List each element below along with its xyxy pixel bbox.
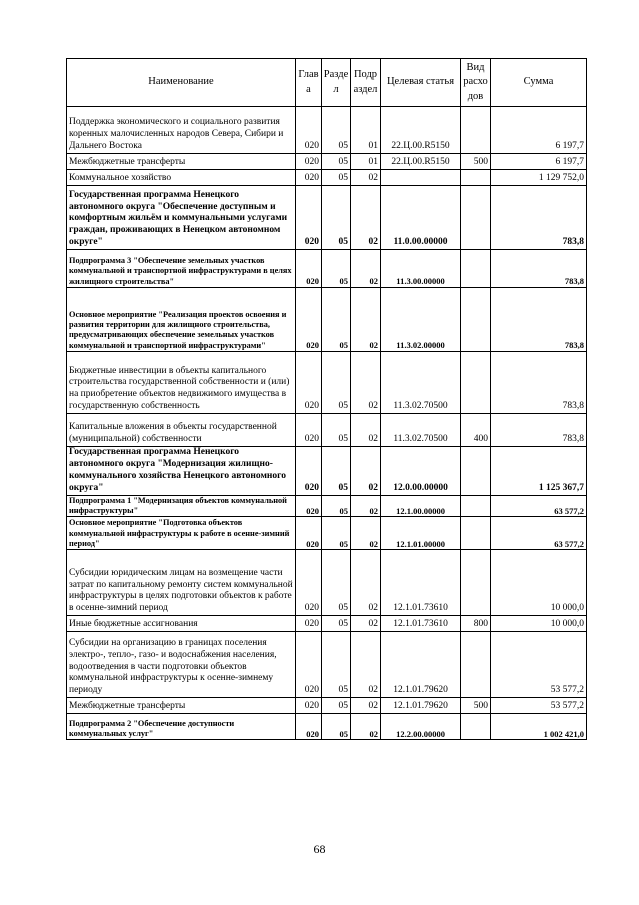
cell-name: Бюджетные инвестиции в объекты капитального строительства государственной собственности и (или) на приобретение объектов недвижимого имущества в государственную собственность <box>67 352 296 414</box>
header-name: Наименование <box>67 59 296 107</box>
cell-sum: 1 129 752,0 <box>491 170 587 186</box>
cell-section: 05 <box>322 186 351 250</box>
cell-expense-type: 500 <box>461 154 491 170</box>
cell-target: 12.1.01.79620 <box>381 632 461 698</box>
cell-target: 12.0.00.00000 <box>381 447 461 496</box>
cell-target: 11.3.02.00000 <box>381 288 461 352</box>
table-row <box>67 414 587 447</box>
cell-section: 05 <box>322 714 351 740</box>
cell-name: Поддержка экономического и социального развития коренных малочисленных народов Севера, Сибири и Дальнего Востока <box>67 107 296 154</box>
cell-expense-type <box>461 186 491 250</box>
cell-section: 05 <box>322 698 351 714</box>
cell-sum: 1 125 367,7 <box>491 447 587 496</box>
page-number: 68 <box>313 842 326 856</box>
cell-target: 22.Ц.00.R5150 <box>381 154 461 170</box>
cell-section: 05 <box>322 632 351 698</box>
cell-expense-type <box>461 550 491 616</box>
cell-sum: 783,8 <box>491 288 587 352</box>
cell-name: Субсидии на организацию в границах поселения электро-, тепло-, газо- и водоснабжения населения, водоотведения в части подготовки объектов коммунальной инфраструктуры к осенне-зимнему периоду <box>67 632 296 698</box>
cell-section: 05 <box>322 495 351 517</box>
table-row <box>67 107 587 154</box>
cell-chapter: 020 <box>296 107 322 154</box>
cell-target: 11.3.02.70500 <box>381 414 461 447</box>
cell-name: Межбюджетные трансферты <box>67 698 296 714</box>
cell-chapter: 020 <box>296 170 322 186</box>
cell-subsection: 02 <box>351 616 381 632</box>
cell-name: Государственная программа Ненецкого автономного округа "Модернизация жилищно-коммунального хозяйства Ненецкого автономного округа" <box>67 447 296 496</box>
cell-subsection: 02 <box>351 170 381 186</box>
cell-name: Субсидии юридическим лицам на возмещение части затрат по капитальному ремонту систем коммунальной инфраструктуры в целях подготовки объектов к работе в осенне-зимний период <box>67 550 296 616</box>
header-subsection: Подр аздел <box>351 59 381 107</box>
table-row <box>67 447 587 496</box>
cell-target: 12.1.01.00000 <box>381 517 461 550</box>
cell-expense-type <box>461 517 491 550</box>
cell-target: 12.2.00.00000 <box>381 714 461 740</box>
cell-subsection: 02 <box>351 352 381 414</box>
cell-chapter: 020 <box>296 447 322 496</box>
cell-subsection: 02 <box>351 186 381 250</box>
cell-subsection: 01 <box>351 154 381 170</box>
cell-name: Капитальные вложения в объекты государственной (муниципальной) собственности <box>67 414 296 447</box>
cell-expense-type <box>461 632 491 698</box>
cell-name: Подпрограмма 1 "Модернизация объектов коммунальной инфраструктуры" <box>67 495 296 517</box>
cell-chapter: 020 <box>296 616 322 632</box>
cell-chapter: 020 <box>296 550 322 616</box>
table-body <box>67 107 587 740</box>
cell-sum: 783,8 <box>491 186 587 250</box>
header-chapter: Глав а <box>296 59 322 107</box>
cell-sum: 63 577,2 <box>491 517 587 550</box>
cell-chapter: 020 <box>296 495 322 517</box>
cell-section: 05 <box>322 352 351 414</box>
cell-expense-type <box>461 170 491 186</box>
table-row <box>67 154 587 170</box>
cell-target: 12.1.01.73610 <box>381 550 461 616</box>
cell-target: 12.1.01.73610 <box>381 616 461 632</box>
cell-name: Основное мероприятие "Реализация проектов освоения и развития территории для жилищного строительства, предусматривающих обеспечение земельных участков коммунальной и транспортной инфраструктурами" <box>67 288 296 352</box>
cell-subsection: 02 <box>351 250 381 288</box>
cell-target: 11.0.00.00000 <box>381 186 461 250</box>
header-row <box>67 59 587 107</box>
cell-sum: 1 002 421,0 <box>491 714 587 740</box>
cell-name: Государственная программа Ненецкого автономного округа "Обеспечение доступным и комфортным жильём и коммунальными услугами граждан, проживающих в Ненецком автономном округе" <box>67 186 296 250</box>
cell-subsection: 02 <box>351 414 381 447</box>
cell-subsection: 02 <box>351 495 381 517</box>
cell-name: Межбюджетные трансферты <box>67 154 296 170</box>
cell-expense-type: 400 <box>461 414 491 447</box>
cell-expense-type <box>461 352 491 414</box>
table-row <box>67 714 587 740</box>
cell-chapter: 020 <box>296 250 322 288</box>
cell-subsection: 02 <box>351 632 381 698</box>
cell-chapter: 020 <box>296 288 322 352</box>
cell-section: 05 <box>322 107 351 154</box>
cell-sum: 783,8 <box>491 414 587 447</box>
cell-sum: 53 577,2 <box>491 698 587 714</box>
table-row <box>67 250 587 288</box>
cell-subsection: 02 <box>351 550 381 616</box>
cell-section: 05 <box>322 170 351 186</box>
cell-target <box>381 170 461 186</box>
cell-expense-type <box>461 288 491 352</box>
cell-target: 11.3.00.00000 <box>381 250 461 288</box>
cell-expense-type <box>461 250 491 288</box>
cell-chapter: 020 <box>296 186 322 250</box>
table-row <box>67 352 587 414</box>
cell-name: Иные бюджетные ассигнования <box>67 616 296 632</box>
table-row <box>67 170 587 186</box>
header-target: Целевая статья <box>381 59 461 107</box>
cell-chapter: 020 <box>296 714 322 740</box>
budget-table <box>66 58 587 740</box>
cell-subsection: 02 <box>351 698 381 714</box>
table-row <box>67 495 587 517</box>
cell-chapter: 020 <box>296 352 322 414</box>
cell-expense-type <box>461 447 491 496</box>
cell-chapter: 020 <box>296 414 322 447</box>
cell-subsection: 01 <box>351 107 381 154</box>
table-row <box>67 517 587 550</box>
cell-section: 05 <box>322 550 351 616</box>
cell-section: 05 <box>322 616 351 632</box>
cell-expense-type: 800 <box>461 616 491 632</box>
cell-target: 22.Ц.00.R5150 <box>381 107 461 154</box>
cell-sum: 783,8 <box>491 352 587 414</box>
cell-section: 05 <box>322 154 351 170</box>
cell-subsection: 02 <box>351 447 381 496</box>
cell-section: 05 <box>322 414 351 447</box>
table-row <box>67 632 587 698</box>
table-row <box>67 616 587 632</box>
cell-chapter: 020 <box>296 632 322 698</box>
cell-subsection: 02 <box>351 288 381 352</box>
table-row <box>67 288 587 352</box>
cell-expense-type: 500 <box>461 698 491 714</box>
cell-sum: 6 197,7 <box>491 107 587 154</box>
cell-target: 11.3.02.70500 <box>381 352 461 414</box>
cell-target: 12.1.00.00000 <box>381 495 461 517</box>
cell-section: 05 <box>322 517 351 550</box>
cell-section: 05 <box>322 288 351 352</box>
cell-name: Подпрограмма 2 "Обеспечение доступности коммунальных услуг" <box>67 714 296 740</box>
cell-chapter: 020 <box>296 154 322 170</box>
cell-sum: 10 000,0 <box>491 550 587 616</box>
cell-sum: 53 577,2 <box>491 632 587 698</box>
header-section: Разде л <box>322 59 351 107</box>
cell-subsection: 02 <box>351 517 381 550</box>
cell-expense-type <box>461 714 491 740</box>
cell-chapter: 020 <box>296 698 322 714</box>
table-row <box>67 698 587 714</box>
header-sum: Сумма <box>491 59 587 107</box>
cell-subsection: 02 <box>351 714 381 740</box>
header-expense-type: Вид расхо дов <box>461 59 491 107</box>
table-row <box>67 550 587 616</box>
cell-sum: 10 000,0 <box>491 616 587 632</box>
cell-sum: 63 577,2 <box>491 495 587 517</box>
cell-chapter: 020 <box>296 517 322 550</box>
table-row <box>67 186 587 250</box>
cell-section: 05 <box>322 250 351 288</box>
cell-name: Коммунальное хозяйство <box>67 170 296 186</box>
cell-expense-type <box>461 495 491 517</box>
cell-section: 05 <box>322 447 351 496</box>
cell-sum: 783,8 <box>491 250 587 288</box>
cell-name: Основное мероприятие "Подготовка объектов коммунальной инфраструктуры к работе в осенне-зимний период" <box>67 517 296 550</box>
cell-name: Подпрограмма 3 "Обеспечение земельных участков коммунальной и транспортной инфраструктурами в целях жилищного строительства" <box>67 250 296 288</box>
cell-target: 12.1.01.79620 <box>381 698 461 714</box>
cell-sum: 6 197,7 <box>491 154 587 170</box>
cell-expense-type <box>461 107 491 154</box>
